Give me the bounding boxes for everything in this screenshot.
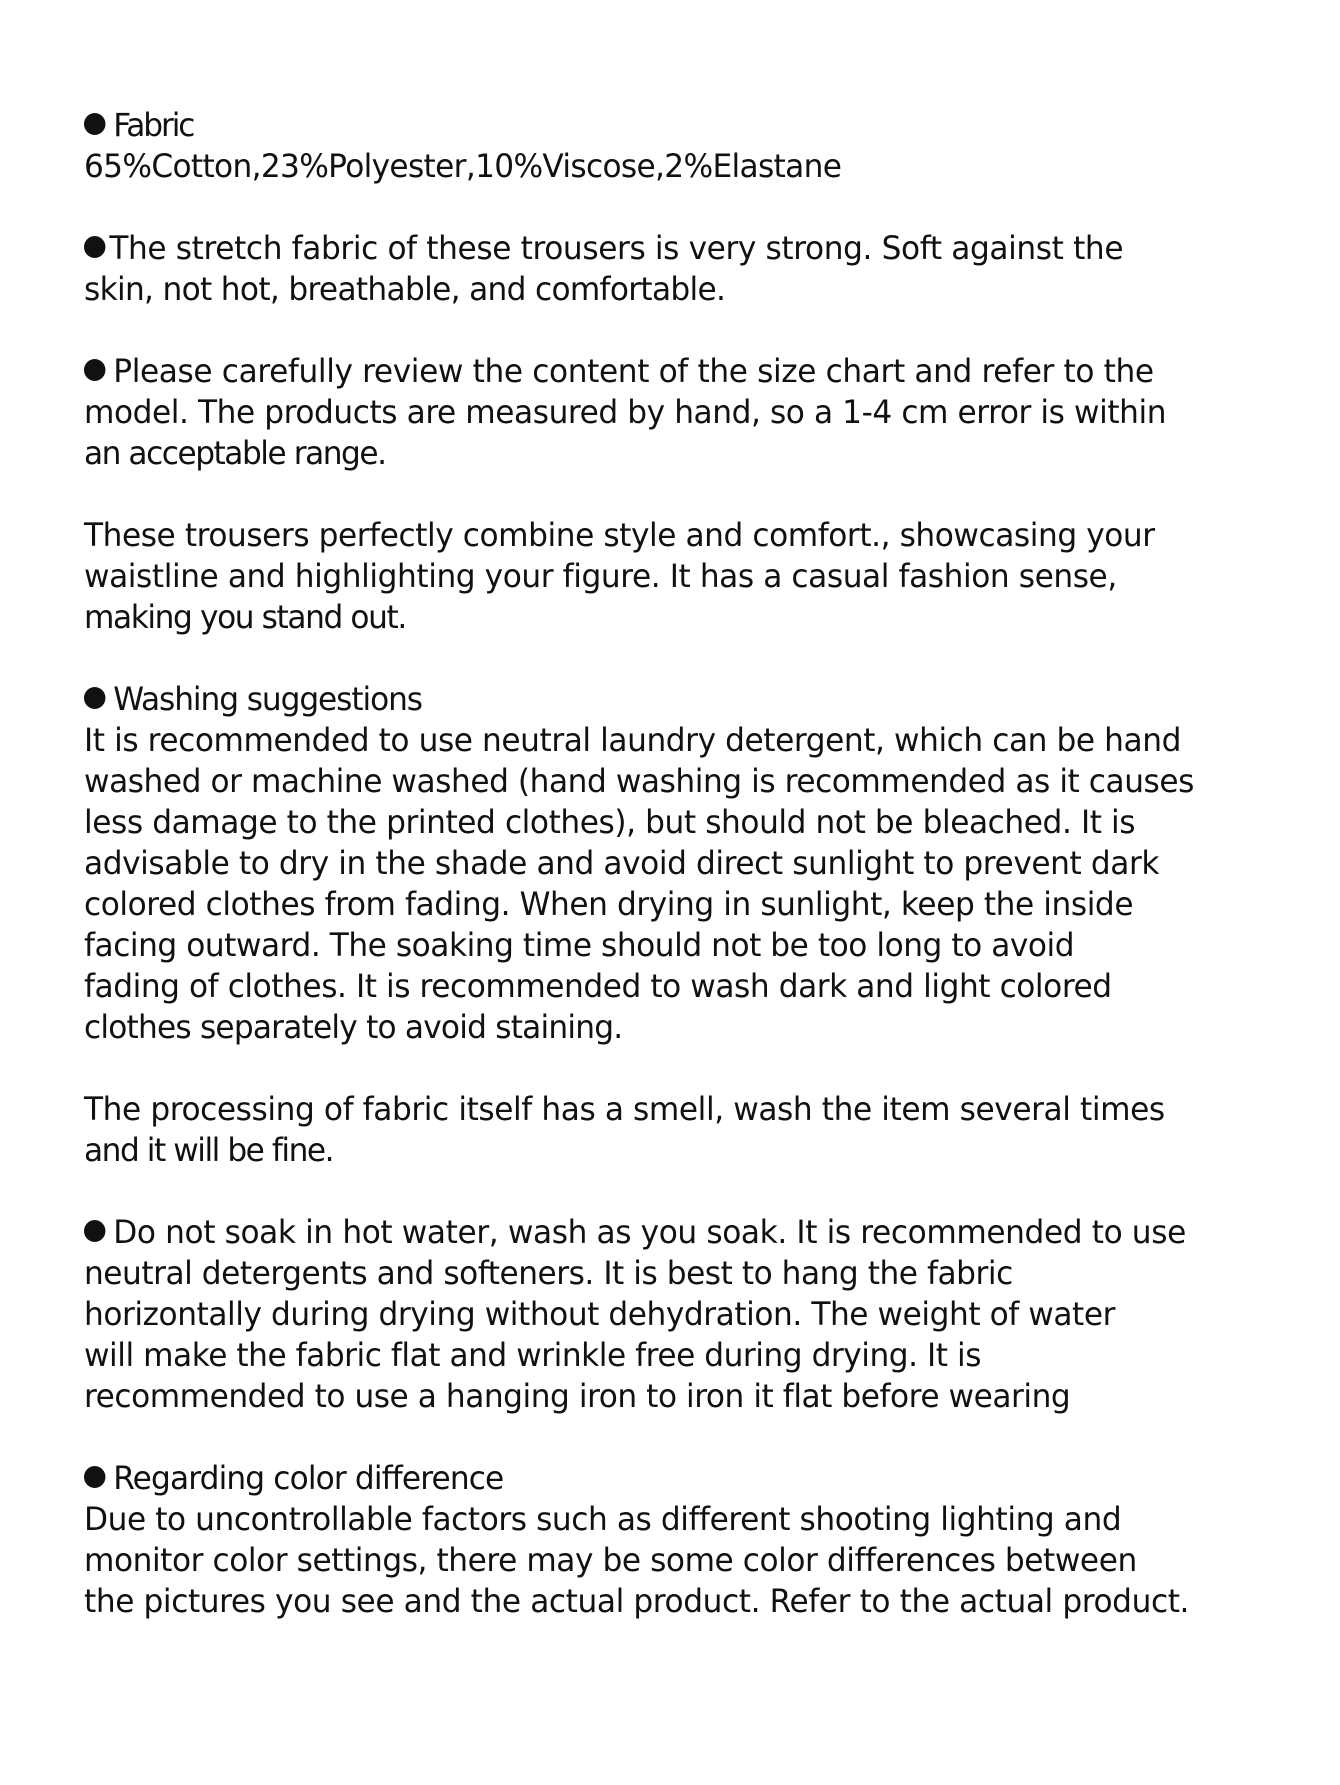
bullet-icon (84, 1466, 105, 1488)
product-description (84, 105, 1284, 1622)
washing-paragraph-line: advisable to dry in the shade and avoid direct sunlight to prevent dark (84, 844, 1160, 882)
washing-paragraph-line: colored clothes from fading. When drying in sunlight, keep the inside (84, 885, 1134, 923)
soak-paragraph-line: Do not soak in hot water, wash as you soak. It is recommended to use (84, 1212, 1254, 1253)
washing-heading-text: Washing suggestions (113, 680, 422, 718)
stretch-paragraph-line: skin, not hot, breathable, and comfortable. (84, 270, 726, 308)
washing-paragraph-line: less damage to the printed clothes), but should not be bleached. It is (84, 803, 1136, 841)
color-heading-text: Regarding color difference (113, 1459, 504, 1497)
bullet-icon (84, 359, 105, 381)
soak-paragraph-line: recommended to use a hanging iron to iron it flat before wearing (84, 1377, 1071, 1415)
size-paragraph-line: Please carefully review the content of the size chart and refer to the (84, 351, 1254, 392)
color-heading (84, 1458, 1254, 1499)
size-paragraph-line: an acceptable range. (84, 434, 386, 472)
washing-heading (84, 679, 1254, 720)
size-paragraph-line: model. The products are measured by hand, so a 1-4 cm error is within (84, 393, 1167, 431)
washing-paragraph-line: fading of clothes. It is recommended to wash dark and light colored (84, 967, 1112, 1005)
bullet-icon (84, 687, 105, 709)
smell-paragraph-line: and it will be fine. (84, 1131, 334, 1169)
color-paragraph-line: monitor color settings, there may be some color differences between (84, 1541, 1137, 1579)
style-paragraph-line: These trousers perfectly combine style and comfort., showcasing your (84, 516, 1155, 554)
soak-paragraph-line: neutral detergents and softeners. It is best to hang the fabric (84, 1254, 1013, 1292)
fabric-composition: 65%Cotton,23%Polyester,10%Viscose,2%Elastane (84, 147, 842, 185)
color-paragraph-line: Due to uncontrollable factors such as different shooting lighting and (84, 1500, 1122, 1538)
washing-paragraph-line: washed or machine washed (hand washing is recommended as it causes (84, 762, 1194, 800)
soak-paragraph-line: horizontally during drying without dehydration. The weight of water (84, 1295, 1116, 1333)
washing-paragraph-line: It is recommended to use neutral laundry detergent, which can be hand (84, 721, 1181, 759)
washing-paragraph-line: facing outward. The soaking time should not be too long to avoid (84, 926, 1075, 964)
soak-paragraph-line: will make the fabric flat and wrinkle free during drying. It is (84, 1336, 982, 1374)
color-paragraph-line: the pictures you see and the actual product. Refer to the actual product. (84, 1582, 1190, 1620)
smell-paragraph-line: The processing of fabric itself has a smell, wash the item several times (84, 1090, 1165, 1128)
washing-paragraph-line: clothes separately to avoid staining. (84, 1008, 623, 1046)
bullet-icon (84, 1220, 105, 1242)
style-paragraph-line: making you stand out. (84, 598, 406, 636)
stretch-paragraph-line: The stretch fabric of these trousers is very strong. Soft against the (84, 228, 1254, 269)
bullet-icon (84, 236, 105, 258)
bullet-icon (84, 113, 105, 135)
fabric-heading (84, 105, 1254, 146)
style-paragraph-line: waistline and highlighting your figure. It has a casual fashion sense, (84, 557, 1117, 595)
fabric-heading-text: Fabric (113, 106, 194, 144)
